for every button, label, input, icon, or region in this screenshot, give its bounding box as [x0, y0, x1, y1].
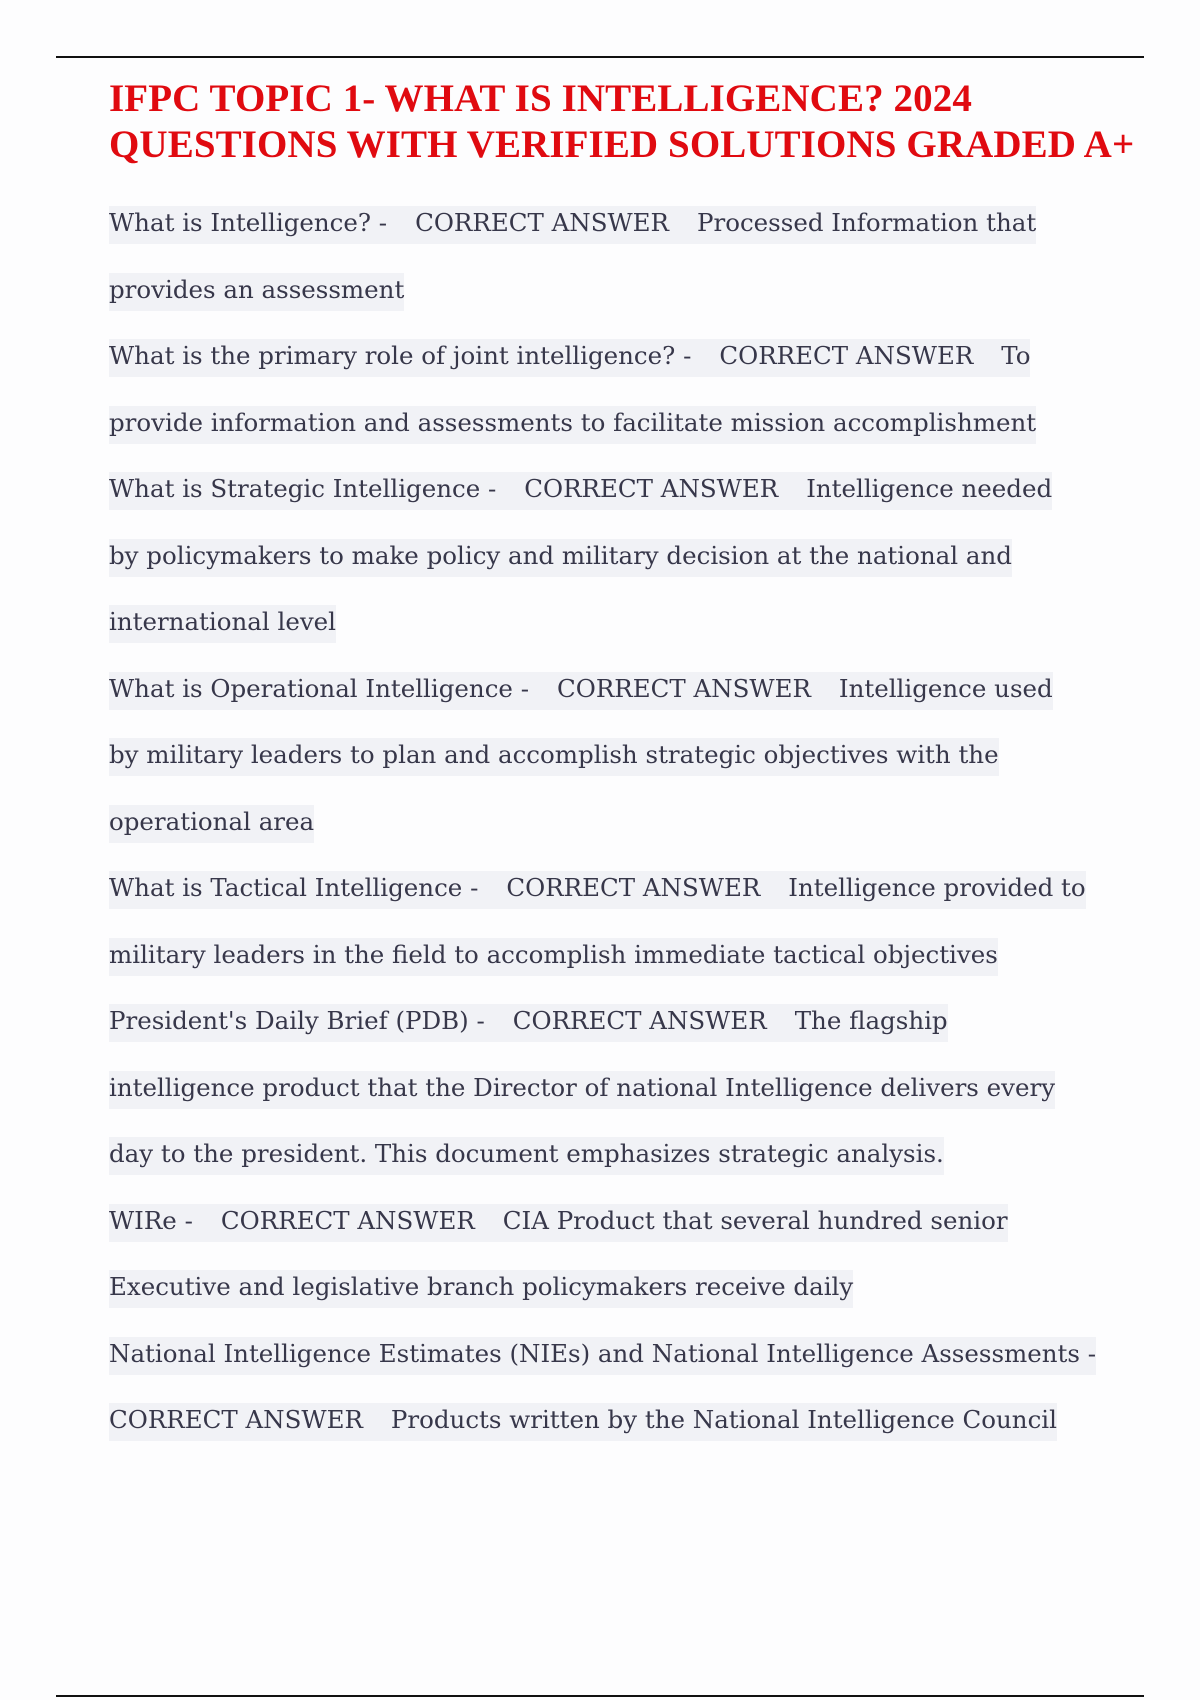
line-text: [109, 1004, 948, 1042]
text-line: [109, 1204, 1149, 1271]
line-segment: National Intelligence Estimates (NIEs) and National Intelligence Assessments -: [109, 1338, 1097, 1368]
answer-marker: CORRECT ANSWER: [719, 341, 974, 370]
line-segment: day to the president. This document emphasizes strategic analysis.: [109, 1139, 944, 1168]
answer-marker: CORRECT ANSWER: [109, 1405, 363, 1434]
qa-body: [109, 206, 1149, 1470]
answer-marker: CORRECT ANSWER: [556, 673, 811, 703]
line-text: [109, 1204, 1008, 1242]
text-line: [109, 273, 1149, 340]
line-segment: provides an assessment: [109, 274, 405, 304]
line-segment: international level: [109, 607, 337, 636]
line-segment: What is the primary role of joint intelligence? -: [109, 341, 692, 370]
text-line: [109, 206, 1149, 273]
line-segment: Intelligence provided to: [788, 873, 1086, 902]
line-text: [109, 1403, 1057, 1441]
line-segment: President's Daily Brief (PDB) -: [109, 1006, 485, 1035]
text-line: [109, 605, 1149, 672]
text-line: [109, 938, 1149, 1005]
line-text: [109, 339, 1030, 377]
line-segment: by military leaders to plan and accomplish strategic objectives with the: [109, 740, 999, 769]
line-text: [109, 206, 1036, 244]
line-segment: Intelligence used: [838, 673, 1053, 703]
line-segment: What is Tactical Intelligence -: [109, 873, 479, 902]
answer-marker: CORRECT ANSWER: [415, 208, 670, 237]
text-line: [109, 1071, 1149, 1138]
text-line: [109, 339, 1149, 406]
line-text: [109, 472, 1052, 510]
document-title: IFPC TOPIC 1- WHAT IS INTELLIGENCE? 2024 QUESTIONS WITH VERIFIED SOLUTIONS GRADED A+: [109, 77, 1135, 166]
text-line: [109, 738, 1149, 805]
text-line: [109, 672, 1149, 739]
text-line: [109, 472, 1149, 539]
line-text: [109, 539, 1012, 577]
text-line: [109, 871, 1149, 938]
line-segment: military leaders in the field to accomplish immediate tactical objectives: [109, 939, 998, 969]
line-segment: What is Operational Intelligence -: [109, 673, 529, 703]
answer-marker: CORRECT ANSWER: [512, 1006, 767, 1035]
text-line: [109, 1137, 1149, 1204]
line-segment: Executive and legislative branch policymakers receive daily: [109, 1272, 854, 1301]
line-segment: The flagship: [794, 1006, 948, 1035]
answer-marker: CORRECT ANSWER: [524, 474, 779, 503]
text-line: [109, 1337, 1149, 1404]
line-segment: Intelligence needed: [806, 474, 1053, 503]
line-segment: by policymakers to make policy and military decision at the national and: [109, 540, 1012, 570]
line-text: [109, 273, 404, 311]
answer-marker: CORRECT ANSWER: [220, 1205, 475, 1235]
line-segment: provide information and assessments to facilitate mission accomplishment: [109, 407, 1037, 437]
text-line: [109, 805, 1149, 872]
line-segment: intelligence product that the Director of national Intelligence delivers every: [109, 1072, 1056, 1102]
line-segment: CIA Product that several hundred senior: [502, 1205, 1008, 1235]
text-line: [109, 1270, 1149, 1337]
line-text: [109, 938, 998, 976]
text-line: [109, 1004, 1149, 1071]
line-segment: What is Strategic Intelligence -: [109, 474, 497, 503]
text-line: [109, 539, 1149, 606]
answer-marker: CORRECT ANSWER: [506, 873, 761, 902]
line-text: [109, 1137, 944, 1175]
bottom-rule: [56, 1695, 1144, 1697]
line-segment: To: [1001, 341, 1031, 370]
text-line: [109, 406, 1149, 473]
line-segment: What is Intelligence? -: [109, 208, 388, 237]
top-rule: [56, 56, 1144, 58]
line-text: [109, 1337, 1096, 1375]
text-line: [109, 1403, 1149, 1470]
line-text: [109, 1071, 1055, 1109]
line-text: [109, 871, 1086, 909]
line-text: [109, 1270, 853, 1308]
line-text: [109, 738, 999, 776]
line-text: [109, 406, 1036, 444]
line-segment: operational area: [109, 806, 315, 836]
line-text: [109, 605, 336, 643]
line-segment: WIRe -: [109, 1205, 193, 1235]
line-text: [109, 805, 314, 843]
line-segment: Products written by the National Intelligence Council: [390, 1405, 1057, 1434]
line-segment: Processed Information that: [697, 208, 1037, 237]
line-text: [109, 672, 1053, 710]
